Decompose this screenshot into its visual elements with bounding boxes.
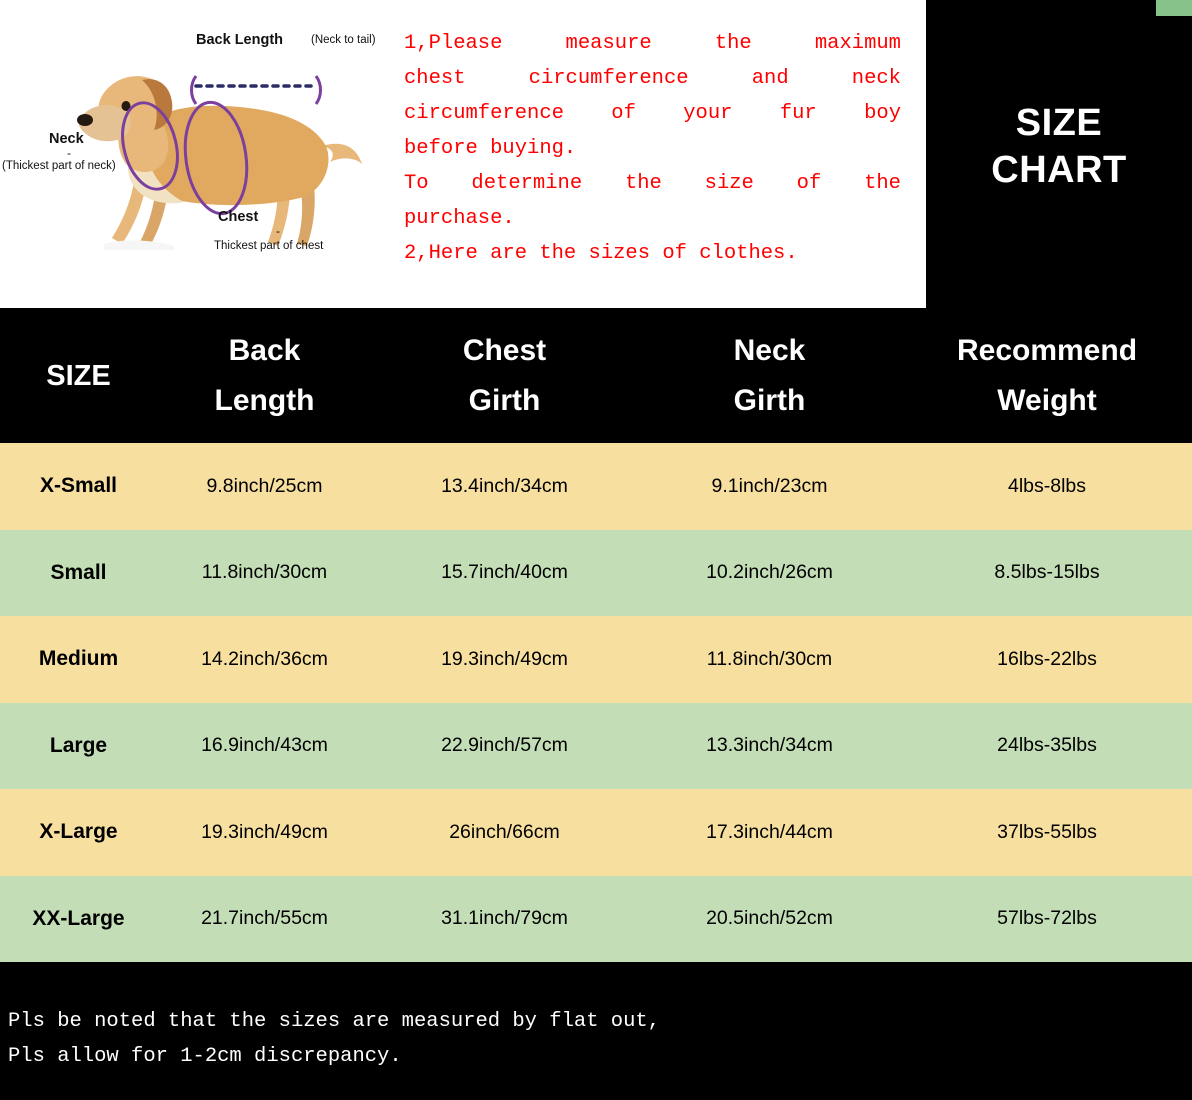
cell-size: XX-Large bbox=[32, 906, 125, 930]
column-header-back-length-line-1: Back bbox=[228, 333, 301, 367]
column-header-neck-girth-line-1: Neck bbox=[733, 333, 806, 367]
table-row bbox=[0, 703, 1192, 790]
cell-neck-girth: 11.8inch/30cm bbox=[706, 647, 833, 670]
page-title-line-1: SIZE bbox=[1015, 102, 1103, 144]
column-header-recommend-weight-line-1: Recommend bbox=[956, 333, 1138, 367]
footer-line-2: Pls allow for 1-2cm discrepancy. bbox=[8, 1045, 402, 1068]
label-back-length: Back Length bbox=[196, 32, 284, 48]
instruction-line-6: purchase. bbox=[404, 207, 515, 230]
title-panel bbox=[926, 0, 1192, 308]
column-header-size: SIZE bbox=[46, 359, 111, 392]
cell-chest-girth: 31.1inch/79cm bbox=[441, 907, 568, 930]
page-title-line-2: CHART bbox=[991, 149, 1127, 191]
cell-recommend-weight: 4lbs-8lbs bbox=[1007, 474, 1087, 497]
cell-neck-girth: 20.5inch/52cm bbox=[706, 907, 833, 930]
dog-icon bbox=[64, 54, 364, 254]
label-back-length-sub: (Neck to tail) bbox=[311, 34, 376, 46]
cell-chest-girth: 15.7inch/40cm bbox=[441, 561, 568, 584]
column-header-recommend-weight bbox=[902, 308, 1192, 443]
instruction-line-3: circumference of your fur boy bbox=[404, 102, 901, 125]
label-chest-dash: - bbox=[276, 224, 280, 238]
table-row bbox=[0, 443, 1192, 530]
page-title bbox=[926, 100, 1192, 194]
size-chart-table bbox=[0, 308, 1192, 962]
column-header-chest-girth bbox=[372, 308, 637, 443]
instruction-line-1: 1,Please measure the maximum bbox=[404, 32, 901, 55]
cell-chest-girth: 22.9inch/57cm bbox=[441, 734, 568, 757]
cell-chest-girth: 13.4inch/34cm bbox=[441, 474, 568, 497]
label-neck: Neck bbox=[49, 131, 84, 147]
cell-size: Large bbox=[49, 733, 108, 757]
cell-recommend-weight: 8.5lbs-15lbs bbox=[994, 561, 1100, 584]
column-header-chest-girth-line-1: Chest bbox=[462, 333, 547, 367]
table-row bbox=[0, 876, 1192, 963]
measurement-diagram-panel bbox=[0, 0, 396, 308]
column-header-neck-girth bbox=[637, 308, 902, 443]
cell-neck-girth: 17.3inch/44cm bbox=[706, 820, 833, 843]
table-header-row bbox=[0, 308, 1192, 443]
cell-recommend-weight: 57lbs-72lbs bbox=[997, 907, 1097, 930]
table-row bbox=[0, 789, 1192, 876]
instruction-line-4: before buying. bbox=[404, 137, 577, 160]
cell-back-length: 16.9inch/43cm bbox=[201, 734, 328, 757]
column-header-back-length-line-2: Length bbox=[214, 383, 315, 417]
cell-chest-girth: 19.3inch/49cm bbox=[441, 647, 568, 670]
cell-back-length: 19.3inch/49cm bbox=[201, 820, 328, 843]
footer-note bbox=[0, 962, 1192, 1100]
column-header-neck-girth-line-2: Girth bbox=[733, 383, 806, 417]
cell-size: X-Large bbox=[39, 820, 118, 844]
cell-neck-girth: 10.2inch/26cm bbox=[706, 561, 833, 584]
cell-back-length: 9.8inch/25cm bbox=[206, 474, 323, 497]
label-neck-sub: (Thickest part of neck) bbox=[2, 160, 116, 172]
column-header-recommend-weight-line-2: Weight bbox=[997, 383, 1097, 417]
footer-line-1: Pls be noted that the sizes are measured by flat out, bbox=[8, 1010, 661, 1033]
column-header-back-length bbox=[157, 308, 372, 443]
table-body bbox=[0, 443, 1192, 962]
top-band bbox=[0, 0, 1192, 308]
cell-recommend-weight: 37lbs-55lbs bbox=[997, 820, 1097, 843]
cell-size: Small bbox=[50, 560, 107, 584]
accent-nub bbox=[1156, 0, 1192, 16]
cell-back-length: 11.8inch/30cm bbox=[201, 561, 328, 584]
table-row bbox=[0, 616, 1192, 703]
instruction-line-7: 2,Here are the sizes of clothes. bbox=[404, 242, 798, 265]
cell-chest-girth: 26inch/66cm bbox=[449, 820, 560, 843]
table-header bbox=[0, 308, 1192, 443]
column-header-chest-girth-line-2: Girth bbox=[468, 383, 541, 417]
cell-back-length: 14.2inch/36cm bbox=[201, 647, 328, 670]
label-chest: Chest bbox=[218, 209, 259, 225]
cell-recommend-weight: 16lbs-22lbs bbox=[997, 647, 1097, 670]
cell-neck-girth: 9.1inch/23cm bbox=[711, 474, 828, 497]
instructions-panel bbox=[396, 0, 926, 308]
cell-recommend-weight: 24lbs-35lbs bbox=[997, 734, 1097, 757]
instruction-line-5: To determine the size of the bbox=[404, 172, 901, 195]
cell-neck-girth: 13.3inch/34cm bbox=[706, 734, 833, 757]
cell-back-length: 21.7inch/55cm bbox=[201, 907, 328, 930]
table-row bbox=[0, 530, 1192, 617]
dog-illustration bbox=[44, 34, 374, 274]
cell-size: Medium bbox=[38, 647, 119, 671]
instruction-line-2: chest circumference and neck bbox=[404, 67, 901, 90]
label-neck-dash: - bbox=[67, 146, 71, 160]
label-chest-sub: Thickest part of chest bbox=[214, 240, 324, 252]
cell-size: X-Small bbox=[39, 474, 118, 498]
